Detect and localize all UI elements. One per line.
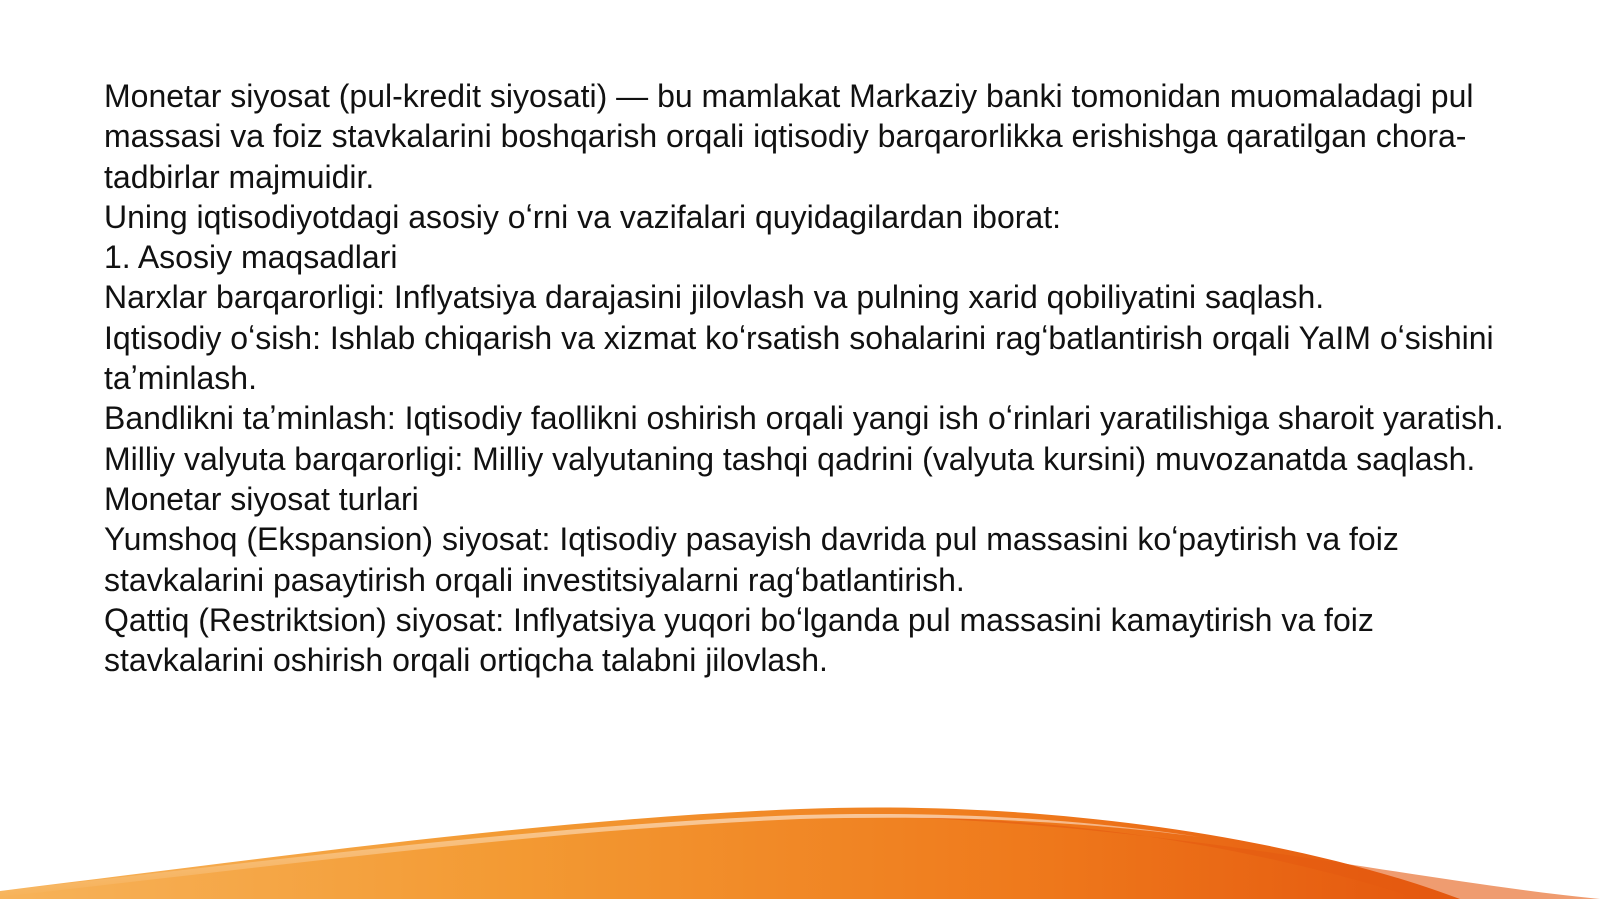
heading-main-goals: 1. Asosiy maqsadlari: [104, 239, 398, 276]
item-price-stability: Narxlar barqarorligi: Inflyatsiya darajasini jilovlash va pulning xarid qobiliyatini saqlash.: [104, 279, 1325, 316]
paragraph-intro: Uning iqtisodiyotdagi asosiy oʻrni va vazifalari quyidagilardan iborat:: [104, 198, 1061, 235]
item-employment: Bandlikni taʼminlash: Iqtisodiy faollikni oshirish orqali yangi ish oʻrinlari yaratilishiga sharoit yaratish.: [104, 400, 1504, 437]
item-economic-growth: Iqtisodiy oʻsish: Ishlab chiqarish va xizmat koʻrsatish sohalarini ragʻbatlantirish orqali YaIM oʻsishini taʼminlash.: [104, 319, 1494, 397]
decorative-orange-wave: [0, 759, 1600, 899]
item-restrictive-policy: Qattiq (Restriktsion) siyosat: Inflyatsiya yuqori boʻlganda pul massasini kamaytirish va foiz stavkalarini oshirish orqali ortiqcha talabni jilovlash.: [104, 601, 1374, 679]
item-expansionary-policy: Yumshoq (Ekspansion) siyosat: Iqtisodiy pasayish davrida pul massasini koʻpaytirish va foiz stavkalarini pasaytirish orqali investitsiyalarni ragʻbatlantirish.: [104, 521, 1399, 598]
item-currency-stability: Milliy valyuta barqarorligi: Milliy valyutaning tashqi qadrini (valyuta kursini) muvozanatda saqlash.: [104, 440, 1476, 477]
heading-policy-types: Monetar siyosat turlari: [104, 480, 419, 517]
slide-body-text: [104, 76, 1504, 680]
paragraph-definition: Monetar siyosat (pul-kredit siyosati) — bu mamlakat Markaziy banki tomonidan muomaladagi pul massasi va foiz stavkalarini boshqarish orqali iqtisodiy barqarorlikka erishishga qaratilgan chora-tadbirlar majmuidir.: [104, 78, 1474, 195]
